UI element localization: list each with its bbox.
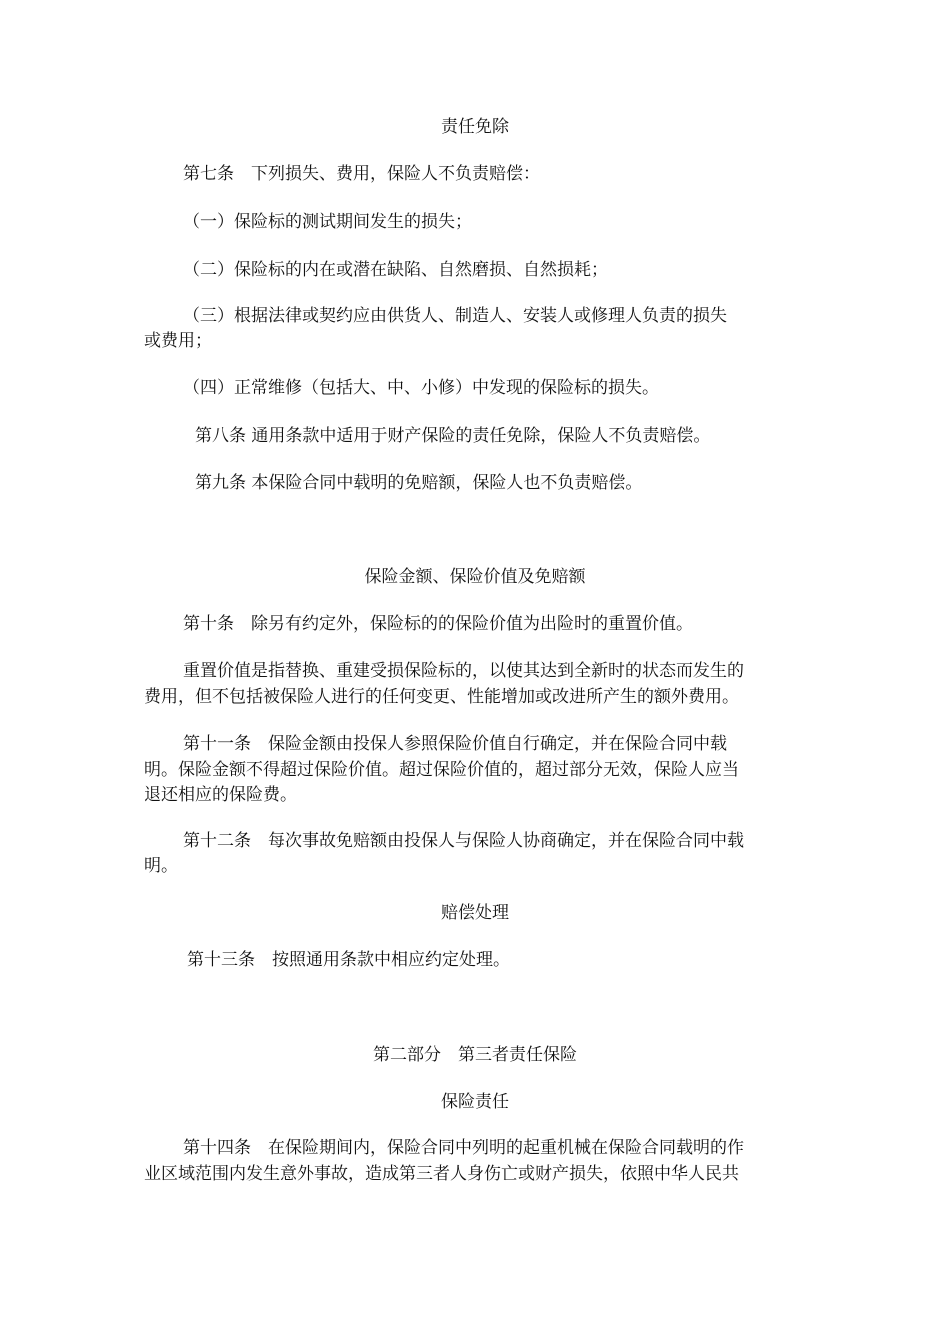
exclusion-item-3-line-1: （三）根据法律或契约应由供货人、制造人、安装人或修理人负责的损失 [183,306,727,326]
article-12-line-2: 明。 [144,856,178,876]
heading-claims: 赔偿处理 [441,903,509,923]
exclusion-item-4: （四）正常维修（包括大、中、小修）中发现的保险标的损失。 [183,378,659,398]
replacement-value-line-2: 费用，但不包括被保险人进行的任何变更、性能增加或改进所产生的额外费用。 [144,687,739,707]
article-8: 第八条 通用条款中适用于财产保险的责任免除，保险人不负责赔偿。 [195,426,711,446]
article-10: 第十条 除另有约定外，保险标的的保险价值为出险时的重置价值。 [183,614,693,634]
part-2-title: 第二部分 第三者责任保险 [373,1045,577,1065]
article-13: 第十三条 按照通用条款中相应约定处理。 [187,950,510,970]
article-11-line-3: 退还相应的保险费。 [144,785,297,805]
exclusion-item-1: （一）保险标的测试期间发生的损失； [183,212,472,232]
article-9: 第九条 本保险合同中载明的免赔额，保险人也不负责赔偿。 [195,473,643,493]
heading-coverage: 保险责任 [441,1092,509,1112]
heading-sum-insured: 保险金额、保险价值及免赔额 [364,567,586,587]
article-11-line-2: 明。保险金额不得超过保险价值。超过保险价值的，超过部分无效，保险人应当 [144,760,739,780]
article-14-line-2: 业区域范围内发生意外事故，造成第三者人身伤亡或财产损失，依照中华人民共 [144,1164,739,1184]
exclusion-item-3-line-2: 或费用； [144,331,212,351]
heading-exclusions: 责任免除 [441,117,509,137]
replacement-value-line-1: 重置价值是指替换、重建受损保险标的，以使其达到全新时的状态而发生的 [183,661,744,681]
exclusion-item-2: （二）保险标的内在或潜在缺陷、自然磨损、自然损耗； [183,260,608,280]
article-11-line-1: 第十一条 保险金额由投保人参照保险价值自行确定，并在保险合同中载 [183,734,727,754]
article-7: 第七条 下列损失、费用，保险人不负责赔偿： [183,164,540,184]
article-14-line-1: 第十四条 在保险期间内，保险合同中列明的起重机械在保险合同载明的作 [183,1138,744,1158]
article-12-line-1: 第十二条 每次事故免赔额由投保人与保险人协商确定，并在保险合同中载 [183,831,744,851]
